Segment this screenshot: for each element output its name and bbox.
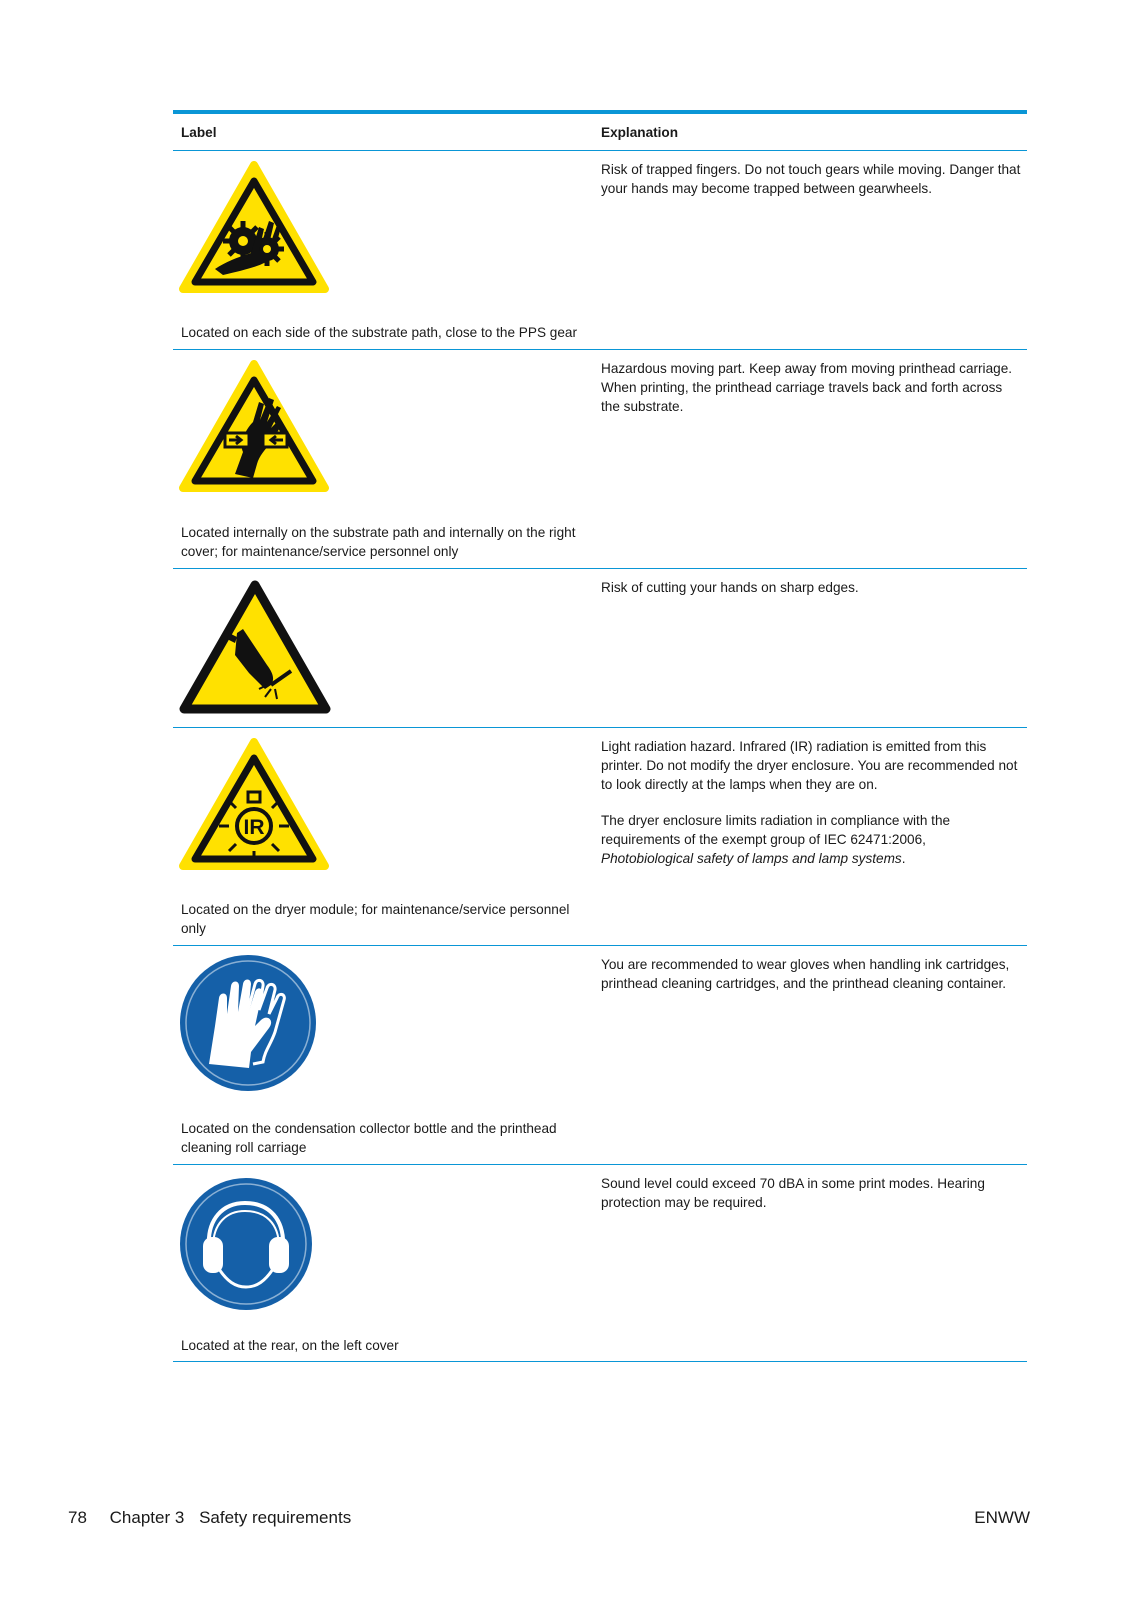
location-text: Located at the rear, on the left cover [181, 1338, 399, 1353]
chapter-label: Chapter 3 [109, 1508, 185, 1527]
location-text: Located on the condensation collector bottle and the printhead cleaning roll carriage [181, 1121, 557, 1155]
explanation-text: Light radiation hazard. Infrared (IR) radiation is emitted from this printer. Do not modify the dryer enclosure. You are recommended not to look directly at the lamps when they are on. [601, 739, 1018, 792]
page-number: 78 [68, 1508, 87, 1527]
location-text: Located on each side of the substrate path, close to the PPS gear [181, 325, 577, 340]
table-row [173, 350, 1027, 569]
wear-gloves-icon [179, 954, 317, 1092]
location-text: Located on the dryer module; for maintenance/service personnel only [181, 902, 570, 936]
table-row [173, 1165, 1027, 1362]
infrared-radiation-icon [179, 738, 329, 872]
explanation-text: You are recommended to wear gloves when handling ink cartridges, printhead cleaning cartridges, and the printhead cleaning container. [601, 957, 1010, 991]
explanation-text: The dryer enclosure limits radiation in compliance with the requirements of the exempt group of IEC 62471:2006, Photobiological safety of lamps and lamp systems. [601, 813, 951, 866]
page-footer [68, 1508, 1030, 1527]
explanation-text: Risk of cutting your hands on sharp edges. [601, 580, 859, 595]
table-row [173, 946, 1027, 1165]
header-label: Label [181, 124, 217, 140]
hearing-protection-icon [179, 1177, 313, 1311]
explanation-text: Sound level could exceed 70 dBA in some print modes. Hearing protection may be required. [601, 1176, 985, 1210]
explanation-text: Risk of trapped fingers. Do not touch gears while moving. Danger that your hands may become trapped between gearwheels. [601, 162, 1021, 196]
header-explanation: Explanation [601, 124, 679, 140]
table-row [173, 728, 1027, 946]
section-title: Safety requirements [199, 1508, 352, 1527]
locale-code: ENWW [974, 1508, 1030, 1527]
sharp-edge-cut-icon [179, 579, 331, 715]
table-row [173, 569, 1027, 728]
moving-parts-hand-icon [179, 360, 329, 494]
trapped-fingers-gears-icon [179, 161, 329, 295]
table-header [173, 114, 1027, 151]
explanation-text: Hazardous moving part. Keep away from moving printhead carriage. When printing, the printhead carriage travels back and forth across the substrate. [601, 361, 1013, 414]
safety-labels-table [173, 110, 1027, 1362]
standard-title: Photobiological safety of lamps and lamp systems [601, 851, 902, 866]
ir-icon-text: IR [243, 816, 265, 839]
location-text: Located internally on the substrate path and internally on the right cover; for maintenance/service personnel only [181, 525, 576, 559]
table-row [173, 151, 1027, 350]
